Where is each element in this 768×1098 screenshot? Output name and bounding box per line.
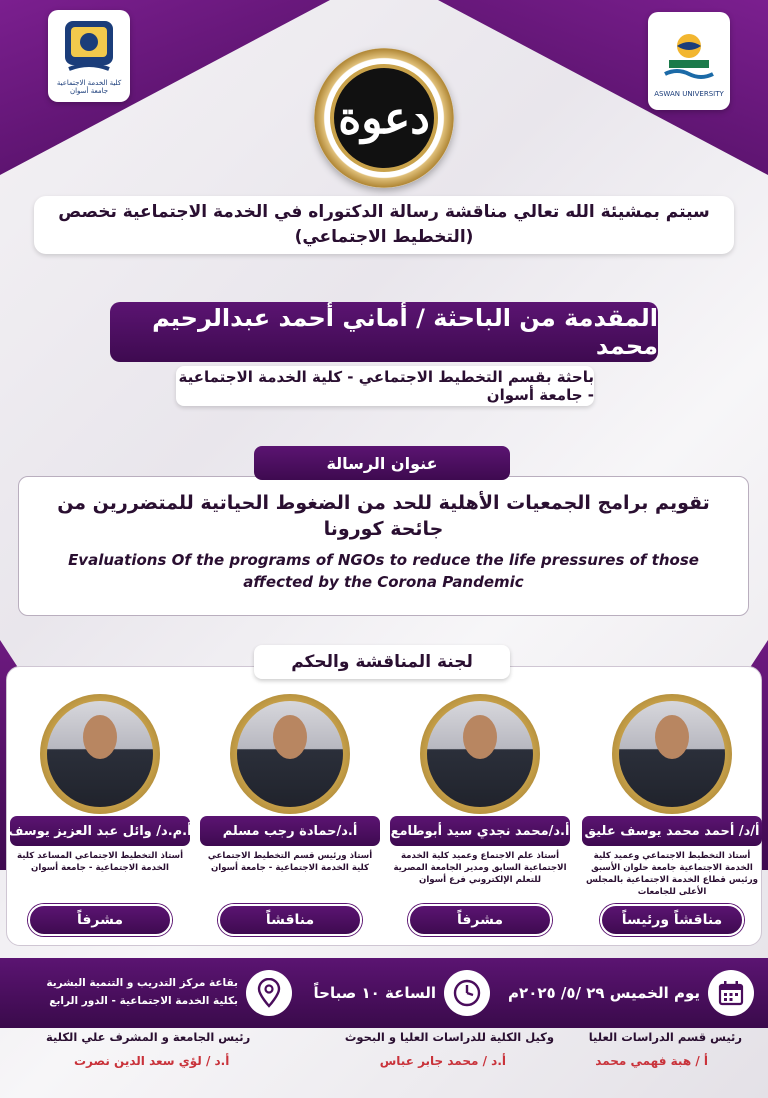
avatar	[463, 715, 497, 759]
member-name: أ.م.د/ وائل عبد العزيز يوسف	[10, 816, 190, 846]
member-name: أ.د/محمد نجدي سيد أبوطامع	[390, 816, 570, 846]
invitation-emblem-text: دعوة	[330, 64, 438, 172]
member-description: أستاذ التخطيط الاجتماعي وعميد كلية الخدمة الاجتماعية جامعة حلوان الأسبق ورئيس قطاع الخدمة الاجتماعية بالمجلس الأعلى للجامعات	[585, 851, 758, 898]
footer-name-1: أ / هبة فهمي محمد	[595, 1054, 708, 1068]
event-time-text: الساعة ١٠ صباحاً	[313, 984, 436, 1002]
thesis-title-english: Evaluations Of the programs of NGOs to reduce the life pressures of those affected by the Corona Pandemic	[68, 551, 699, 592]
member-name: أ/د/ أحمد محمد يوسف عليق	[582, 816, 762, 846]
committee-member-2	[390, 694, 570, 944]
faculty-emblem-icon	[59, 17, 119, 77]
faculty-logo-caption: كلية الخدمة الاجتماعية جامعة أسوان	[56, 79, 122, 95]
event-time	[300, 970, 490, 1016]
researcher-name: المقدمة من الباحثة / أماني أحمد عبدالرحيم محمد	[110, 302, 658, 362]
location-pin-icon	[246, 970, 292, 1016]
faculty-logo	[48, 10, 130, 102]
thesis-title-arabic: تقويم برامج الجمعيات الأهلية للحد من الضغوط الحياتية للمتضررين من جائحة كورونا	[57, 492, 710, 540]
clock-icon	[444, 970, 490, 1016]
member-role-badge: مناقشاً ورئيساً	[600, 904, 744, 936]
event-date	[506, 970, 754, 1016]
member-description: أستاذ ورئيس قسم التخطيط الاجتماعي كلية الخدمة الاجتماعية - جامعة أسوان	[207, 851, 373, 874]
footer-name-3: أ.د / لؤي سعد الدين نصرت	[74, 1054, 230, 1068]
event-venue-line-2: بكلية الخدمة الاجتماعية - الدور الرابع	[49, 995, 238, 1007]
committee-member-1	[582, 694, 762, 944]
event-venue	[10, 970, 292, 1016]
university-emblem-icon	[657, 24, 721, 88]
invitation-emblem	[314, 48, 454, 188]
avatar	[83, 715, 117, 759]
member-photo	[612, 694, 732, 814]
member-description: أستاذ علم الاجتماع وعميد كلية الخدمة الاجتماعية السابق ومدير الجامعة المصرية للتعلم الإلكتروني فرع أسوان	[393, 851, 567, 886]
thesis-title-box	[18, 476, 749, 616]
committee-heading: لجنة المناقشة والحكم	[254, 645, 510, 679]
member-photo	[40, 694, 160, 814]
university-logo-caption: ASWAN UNIVERSITY	[654, 90, 724, 98]
member-photo	[420, 694, 540, 814]
avatar	[273, 715, 307, 759]
university-logo	[648, 12, 730, 110]
thesis-heading: عنوان الرسالة	[254, 446, 510, 480]
calendar-icon	[708, 970, 754, 1016]
researcher-affiliation: باحثة بقسم التخطيط الاجتماعي - كلية الخدمة الاجتماعية - جامعة أسوان	[176, 366, 594, 406]
footer-role-3: رئيس الجامعة و المشرف علي الكلية	[46, 1030, 251, 1044]
intro-text: سيتم بمشيئة الله تعالي مناقشة رسالة الدكتوراه في الخدمة الاجتماعية تخصص (التخطيط الاجتماعي)	[34, 196, 734, 254]
event-date-text: يوم الخميس ٢٩ /٥/ ٢٠٢٥م	[508, 984, 700, 1002]
member-name: أ.د/حمادة رجب مسلم	[200, 816, 380, 846]
footer-name-2: أ.د / محمد جابر عباس	[379, 1054, 506, 1068]
event-venue-line-1: بقاعة مركز التدريب و التنمية البشرية	[46, 977, 238, 990]
avatar	[655, 715, 689, 759]
footer-role-1: رئيس قسم الدراسات العليا	[588, 1030, 742, 1044]
committee-member-3	[200, 694, 380, 944]
member-role-badge: مشرفاً	[28, 904, 172, 936]
member-photo	[230, 694, 350, 814]
member-role-badge: مشرفاً	[408, 904, 552, 936]
footer-role-2: وكيل الكلية للدراسات العليا و البحوث	[344, 1030, 554, 1044]
member-role-badge: مناقشاً	[218, 904, 362, 936]
member-description: أستاذ التخطيط الاجتماعي المساعد كلية الخدمة الاجتماعية - جامعة أسوان	[16, 851, 184, 874]
committee-member-4	[10, 694, 190, 944]
